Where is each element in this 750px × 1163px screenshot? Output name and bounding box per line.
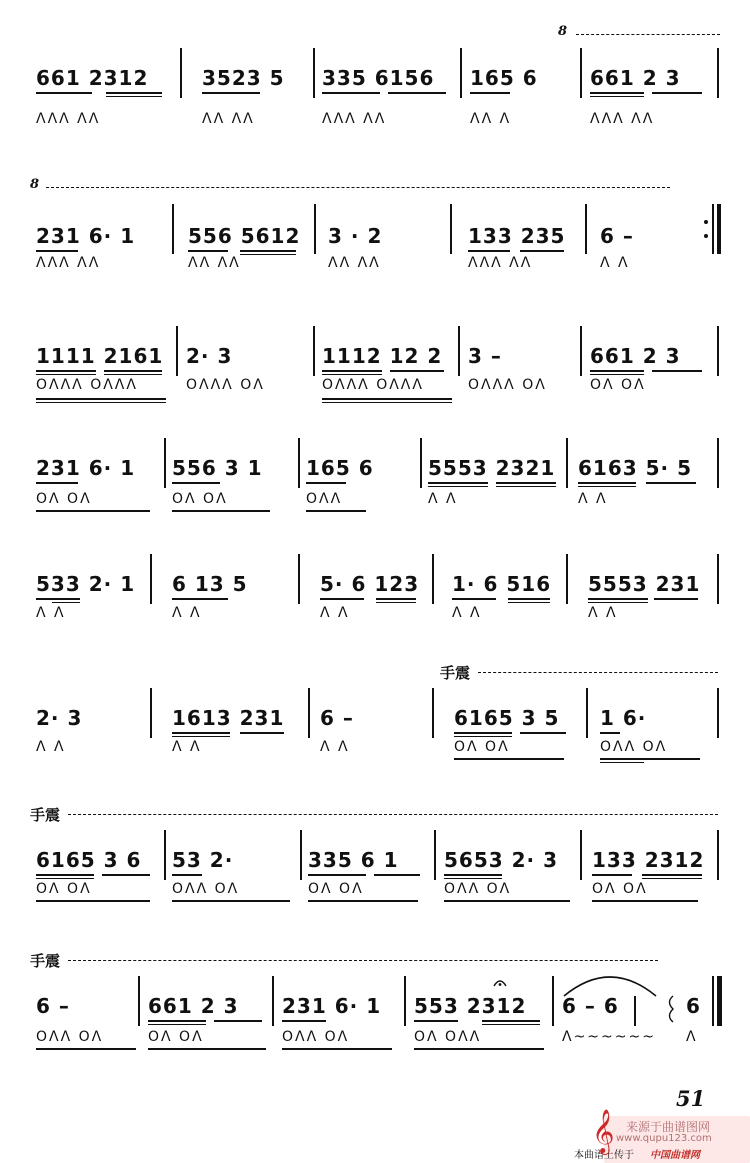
stroke-underline xyxy=(414,1048,544,1050)
measure: 6 – 6 xyxy=(562,994,619,1018)
measure: 3523 5 xyxy=(202,66,285,90)
bar-line xyxy=(272,976,274,1026)
stroke-marks: OΛΛΛ OΛ xyxy=(186,377,265,393)
stroke-marks: OΛΛ OΛ xyxy=(600,739,668,755)
bar-line xyxy=(717,830,719,880)
beam-line xyxy=(578,486,636,487)
beam-line xyxy=(320,598,364,600)
final-bar-line xyxy=(712,976,714,1026)
shouzhen-label: 手震 xyxy=(440,664,471,682)
repeat-dot xyxy=(704,234,708,238)
measure: 3 – xyxy=(468,344,502,368)
stroke-marks: OΛ OΛ xyxy=(454,739,510,755)
bar-line xyxy=(176,326,178,376)
beam-line xyxy=(444,878,502,879)
watermark-text: 来源于曲谱图网 xyxy=(626,1120,711,1134)
beam-line xyxy=(520,732,566,734)
measure: 553 2312 xyxy=(414,994,527,1018)
beam-line xyxy=(240,254,296,255)
footer-site: 中国曲谱网 xyxy=(650,1150,700,1161)
bar-line xyxy=(717,48,719,98)
measure: 133 2312 xyxy=(592,848,705,872)
measure: 165 6 xyxy=(470,66,538,90)
bar-line xyxy=(150,554,152,604)
stroke-underline xyxy=(36,402,166,403)
stroke-underline xyxy=(444,900,570,902)
shouzhen-dashline xyxy=(68,814,718,815)
repeat-bar-line xyxy=(712,204,714,254)
beam-line xyxy=(104,370,162,372)
beam-line xyxy=(444,874,502,876)
slur-arc xyxy=(560,964,660,1000)
beam-line xyxy=(172,598,228,600)
stroke-marks: Λ Λ xyxy=(452,605,482,621)
bar-line xyxy=(308,688,310,738)
beam-line xyxy=(36,482,78,484)
measure: 335 6 1 xyxy=(308,848,399,872)
beam-line xyxy=(240,250,296,252)
measure: 661 2312 xyxy=(36,66,149,90)
bar-line xyxy=(300,830,302,880)
shouzhen-dashline xyxy=(478,672,718,673)
measure: 6 13 5 xyxy=(172,572,248,596)
stroke-underline xyxy=(148,1048,266,1050)
beam-line xyxy=(642,874,702,876)
stroke-underline xyxy=(600,762,644,763)
stroke-marks: OΛ OΛ xyxy=(592,881,648,897)
bar-line xyxy=(180,48,182,98)
shouzhen-label: 手震 xyxy=(30,806,61,824)
stroke-underline xyxy=(172,900,290,902)
bar-line xyxy=(717,688,719,738)
beam-line xyxy=(322,374,382,375)
stroke-underline xyxy=(36,1048,136,1050)
beam-line xyxy=(36,874,94,876)
stroke-underline xyxy=(322,398,452,400)
beam-line xyxy=(496,482,556,484)
beam-line xyxy=(652,370,702,372)
stroke-marks: ΛΛΛ ΛΛ xyxy=(468,255,533,271)
stroke-marks: Λ~~~~~~ xyxy=(562,1029,656,1045)
beam-line xyxy=(454,732,512,734)
stroke-marks: OΛ OΛ xyxy=(172,491,228,507)
stroke-marks: OΛΛΛ OΛ xyxy=(468,377,547,393)
beam-line xyxy=(428,482,488,484)
measure: 3 · 2 xyxy=(328,224,383,248)
stroke-marks: OΛΛ OΛ xyxy=(172,881,240,897)
stroke-marks: Λ Λ xyxy=(578,491,608,507)
stroke-underline xyxy=(306,510,366,512)
beam-line xyxy=(482,1020,540,1022)
measure: 1613 231 xyxy=(172,706,285,730)
beam-line xyxy=(590,96,644,97)
bar-line xyxy=(460,48,462,98)
beam-line xyxy=(468,250,510,252)
measure: 1 6· xyxy=(600,706,647,730)
beam-line xyxy=(104,374,162,375)
bar-line xyxy=(432,554,434,604)
beam-line xyxy=(240,732,284,734)
stroke-underline xyxy=(172,510,270,512)
stroke-underline xyxy=(282,1048,392,1050)
stroke-marks: OΛ OΛΛ xyxy=(414,1029,482,1045)
beam-line xyxy=(590,92,644,94)
measure: 1· 6 516 xyxy=(452,572,552,596)
beam-line xyxy=(306,482,346,484)
bar-line xyxy=(298,438,300,488)
octave-mark: 8 xyxy=(558,24,568,39)
stroke-marks: OΛ OΛ xyxy=(308,881,364,897)
stroke-marks: Λ Λ xyxy=(320,605,350,621)
stroke-marks: ΛΛ ΛΛ xyxy=(188,255,241,271)
stroke-marks: OΛΛΛ OΛΛΛ xyxy=(322,377,424,393)
beam-line xyxy=(652,92,702,94)
fermata-icon xyxy=(492,976,508,988)
beam-line xyxy=(642,878,702,879)
beam-line xyxy=(388,92,446,94)
measure: 2· 3 xyxy=(36,706,83,730)
watermark-url: www.qupu123.com xyxy=(616,1133,712,1144)
stroke-underline xyxy=(592,900,698,902)
bar-line xyxy=(313,48,315,98)
stroke-marks: Λ Λ xyxy=(320,739,350,755)
stroke-marks: Λ Λ xyxy=(172,739,202,755)
beam-line xyxy=(590,374,644,375)
beam-line xyxy=(106,92,162,94)
beam-line xyxy=(520,250,564,252)
beam-line xyxy=(322,370,382,372)
beam-line xyxy=(52,602,80,603)
measure: 53 2· xyxy=(172,848,234,872)
beam-line xyxy=(36,598,80,600)
stroke-marks: OΛ OΛ xyxy=(590,377,646,393)
bar-line xyxy=(172,204,174,254)
treble-clef-icon: 𝄞 xyxy=(592,1109,615,1153)
bar-line xyxy=(420,438,422,488)
stroke-marks: ΛΛΛ ΛΛ xyxy=(322,111,387,127)
measure: 661 2 3 xyxy=(148,994,239,1018)
beam-line xyxy=(452,598,496,600)
stroke-marks: OΛΛ OΛ xyxy=(36,1029,104,1045)
measure: 2· 3 xyxy=(186,344,233,368)
bar-line xyxy=(566,554,568,604)
stroke-marks: Λ Λ xyxy=(36,605,66,621)
breath-mark-icon xyxy=(664,994,678,1024)
beam-line xyxy=(308,874,366,876)
bar-line xyxy=(717,438,719,488)
stroke-marks: Λ Λ xyxy=(600,255,630,271)
bar-line xyxy=(580,830,582,880)
stroke-marks: OΛΛΛ OΛΛΛ xyxy=(36,377,138,393)
bar-line xyxy=(432,688,434,738)
beam-line xyxy=(188,250,228,252)
page-number: 51 xyxy=(676,1086,706,1111)
octave-dashline xyxy=(46,187,670,188)
beam-line xyxy=(214,1020,262,1022)
measure: 5· 6 123 xyxy=(320,572,420,596)
stroke-marks: OΛ OΛ xyxy=(148,1029,204,1045)
beam-line xyxy=(454,736,512,737)
stroke-marks: ΛΛ ΛΛ xyxy=(202,111,255,127)
measure: 5553 231 xyxy=(588,572,701,596)
stroke-marks: OΛ OΛ xyxy=(36,881,92,897)
beam-line xyxy=(508,602,550,603)
measure: 6165 3 6 xyxy=(36,848,142,872)
beam-line xyxy=(172,874,202,876)
stroke-marks: OΛ OΛ xyxy=(36,491,92,507)
shouzhen-dashline xyxy=(68,960,658,961)
measure: 6 xyxy=(686,994,701,1018)
beam-line xyxy=(148,1020,206,1022)
bar-line xyxy=(458,326,460,376)
stroke-marks: ΛΛΛ ΛΛ xyxy=(36,111,101,127)
octave-mark: 8 xyxy=(30,177,40,192)
bar-line xyxy=(150,688,152,738)
beam-line xyxy=(414,1020,458,1022)
bar-line xyxy=(586,688,588,738)
beam-line xyxy=(148,1024,206,1025)
beam-line xyxy=(102,874,150,876)
measure: 1112 12 2 xyxy=(322,344,443,368)
beam-line xyxy=(390,370,444,372)
bar-line xyxy=(404,976,406,1026)
stroke-underline xyxy=(600,758,700,760)
beam-line xyxy=(646,482,696,484)
measure: 231 6· 1 xyxy=(36,224,136,248)
stroke-marks: Λ Λ xyxy=(588,605,618,621)
stroke-marks: OΛΛ OΛ xyxy=(282,1029,350,1045)
beam-line xyxy=(590,370,644,372)
bar-line xyxy=(164,438,166,488)
measure: 5553 2321 xyxy=(428,456,556,480)
beam-line xyxy=(202,92,260,94)
measure: 231 6· 1 xyxy=(36,456,136,480)
bar-line xyxy=(164,830,166,880)
beam-line xyxy=(374,874,420,876)
beam-line xyxy=(588,602,648,603)
measure: 231 6· 1 xyxy=(282,994,382,1018)
stroke-marks: Λ Λ xyxy=(172,605,202,621)
bar-line xyxy=(450,204,452,254)
stroke-marks: OΛΛ xyxy=(306,491,343,507)
stroke-marks: ΛΛ ΛΛ xyxy=(328,255,381,271)
stroke-marks: Λ xyxy=(686,1029,698,1045)
stroke-underline xyxy=(36,510,150,512)
bar-line xyxy=(634,996,636,1026)
beam-line xyxy=(172,736,230,737)
beam-line xyxy=(36,370,96,372)
stroke-underline xyxy=(308,900,418,902)
stroke-underline xyxy=(322,402,452,403)
beam-line xyxy=(428,486,488,487)
beam-line xyxy=(654,598,698,600)
bar-line xyxy=(552,976,554,1026)
beam-line xyxy=(496,486,556,487)
stroke-marks: ΛΛΛ ΛΛ xyxy=(590,111,655,127)
measure: 661 2 3 xyxy=(590,66,681,90)
bar-line xyxy=(717,554,719,604)
measure: 5653 2· 3 xyxy=(444,848,559,872)
stroke-underline xyxy=(454,758,564,760)
shouzhen-label: 手震 xyxy=(30,952,61,970)
beam-line xyxy=(36,92,92,94)
measure: 1111 2161 xyxy=(36,344,164,368)
bar-line xyxy=(566,438,568,488)
beam-line xyxy=(106,96,162,97)
beam-line xyxy=(282,1020,326,1022)
bar-line xyxy=(717,326,719,376)
beam-line xyxy=(172,482,220,484)
bar-line xyxy=(434,830,436,880)
bar-line xyxy=(580,326,582,376)
beam-line xyxy=(588,598,648,600)
measure: 6 – xyxy=(36,994,70,1018)
repeat-bar-line xyxy=(717,204,721,254)
measure: 6 – xyxy=(320,706,354,730)
beam-line xyxy=(36,250,78,252)
measure: 556 5612 xyxy=(188,224,301,248)
beam-line xyxy=(470,92,510,94)
final-bar-line xyxy=(717,976,722,1026)
stroke-underline xyxy=(36,398,166,400)
beam-line xyxy=(376,598,416,600)
beam-line xyxy=(508,598,550,600)
measure: 6 – xyxy=(600,224,634,248)
measure: 661 2 3 xyxy=(590,344,681,368)
footer-note: 本曲谱上传于 xyxy=(574,1150,634,1161)
beam-line xyxy=(172,732,230,734)
beam-line xyxy=(36,374,96,375)
bar-line xyxy=(585,204,587,254)
beam-line xyxy=(482,1024,540,1025)
beam-line xyxy=(322,92,380,94)
stroke-marks: Λ Λ xyxy=(428,491,458,507)
stroke-marks: OΛΛ OΛ xyxy=(444,881,512,897)
measure: 6163 5· 5 xyxy=(578,456,693,480)
beam-line xyxy=(36,878,94,879)
stroke-underline xyxy=(36,900,150,902)
measure: 165 6 xyxy=(306,456,374,480)
octave-dashline xyxy=(576,34,720,35)
measure: 335 6156 xyxy=(322,66,435,90)
beam-line xyxy=(376,602,416,603)
repeat-dot xyxy=(704,220,708,224)
measure: 133 235 xyxy=(468,224,566,248)
beam-line xyxy=(600,732,620,734)
bar-line xyxy=(313,326,315,376)
stroke-marks: ΛΛ Λ xyxy=(470,111,512,127)
bar-line xyxy=(298,554,300,604)
measure: 6165 3 5 xyxy=(454,706,560,730)
measure: 556 3 1 xyxy=(172,456,263,480)
beam-line xyxy=(592,874,632,876)
bar-line xyxy=(314,204,316,254)
stroke-marks: ΛΛΛ ΛΛ xyxy=(36,255,101,271)
measure: 533 2· 1 xyxy=(36,572,136,596)
bar-line xyxy=(580,48,582,98)
bar-line xyxy=(138,976,140,1026)
beam-line xyxy=(578,482,636,484)
stroke-marks: Λ Λ xyxy=(36,739,66,755)
